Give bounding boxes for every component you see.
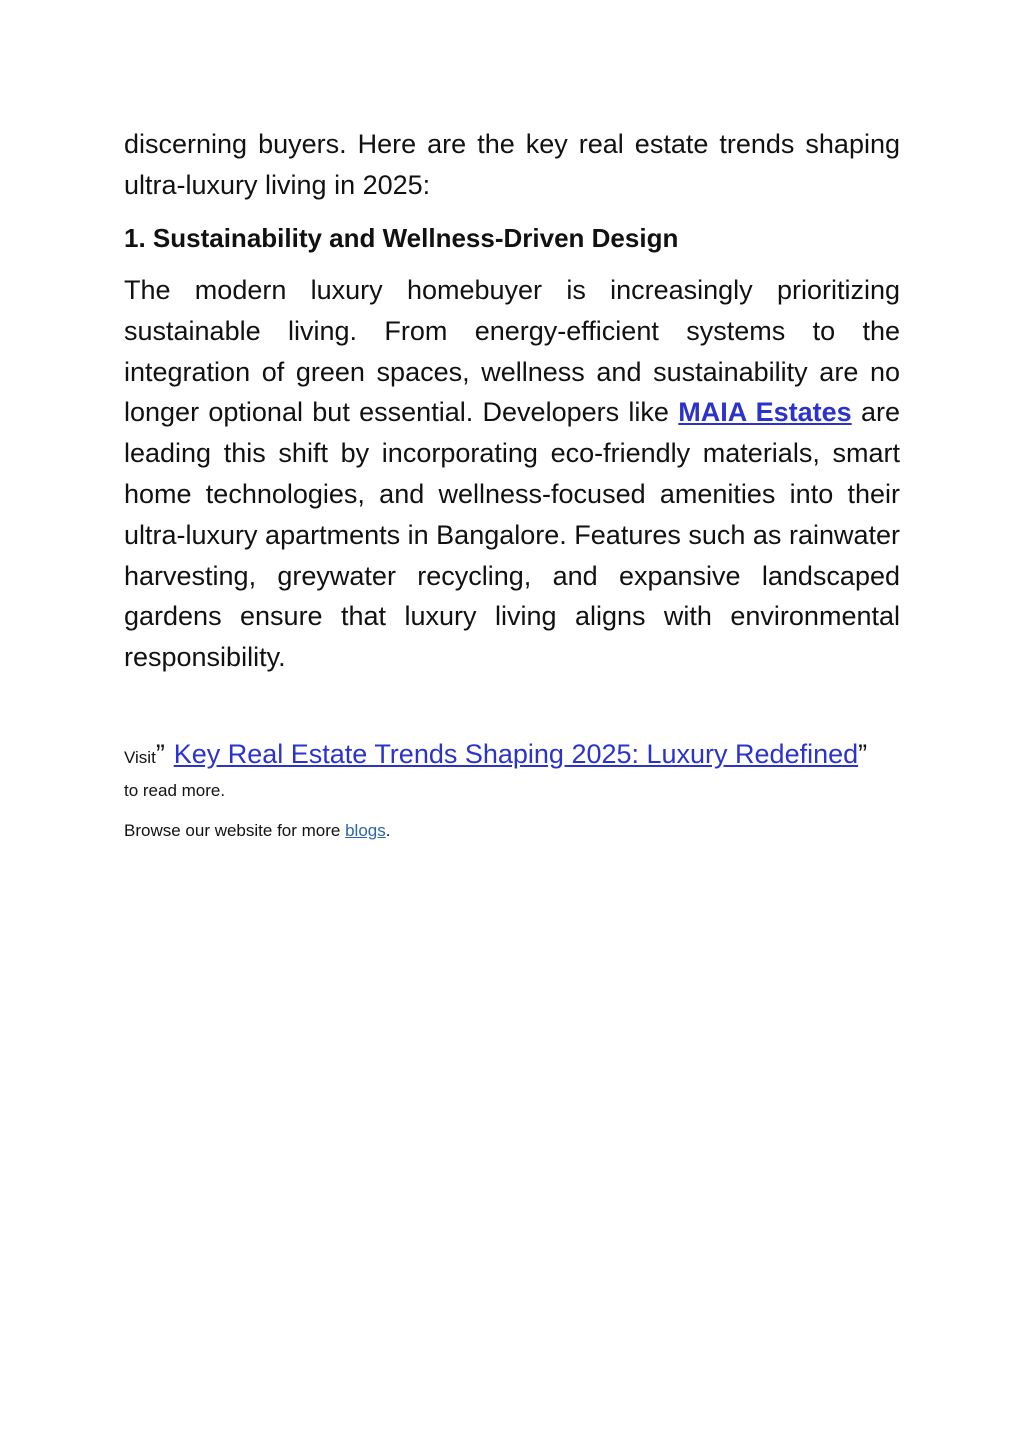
intro-paragraph: discerning buyers. Here are the key real estate trends shaping ultra-luxury living in 2025:	[124, 129, 900, 200]
blogs-link[interactable]: blogs	[345, 820, 386, 840]
article-link[interactable]: Key Real Estate Trends Shaping 2025: Luxury Redefined	[173, 738, 859, 769]
body-text-part1: The modern luxury homebuyer is increasingly prioritizing sustainable living. From energy-efficient systems to the integration of green spaces, wellness and sustainability are no longer optional but essential. Developers like	[124, 275, 900, 428]
close-quote: ”	[858, 738, 868, 769]
browse-line	[124, 819, 900, 843]
body-text-part2: are leading this shift by incorporating eco-friendly materials, smart home technologies, and wellness-focused amenities into their ultra-luxury apartments in Bangalore. Features such as rainwater harvesting, greywater recycling, and expansive landscaped gardens ensure that luxury living aligns with environmental responsibility.	[124, 397, 901, 673]
maia-estates-link[interactable]: MAIA Estates	[678, 397, 852, 428]
document-page	[124, 124, 900, 843]
read-more-text: to read more.	[124, 780, 226, 800]
body-paragraph	[124, 270, 900, 678]
section-heading: 1. Sustainability and Wellness-Driven Design	[124, 223, 679, 253]
open-quote: ”	[155, 738, 165, 769]
browse-suffix: .	[385, 820, 391, 840]
visit-line	[124, 734, 900, 779]
browse-prefix: Browse our website for more	[124, 820, 346, 840]
visit-word: Visit	[124, 747, 156, 767]
